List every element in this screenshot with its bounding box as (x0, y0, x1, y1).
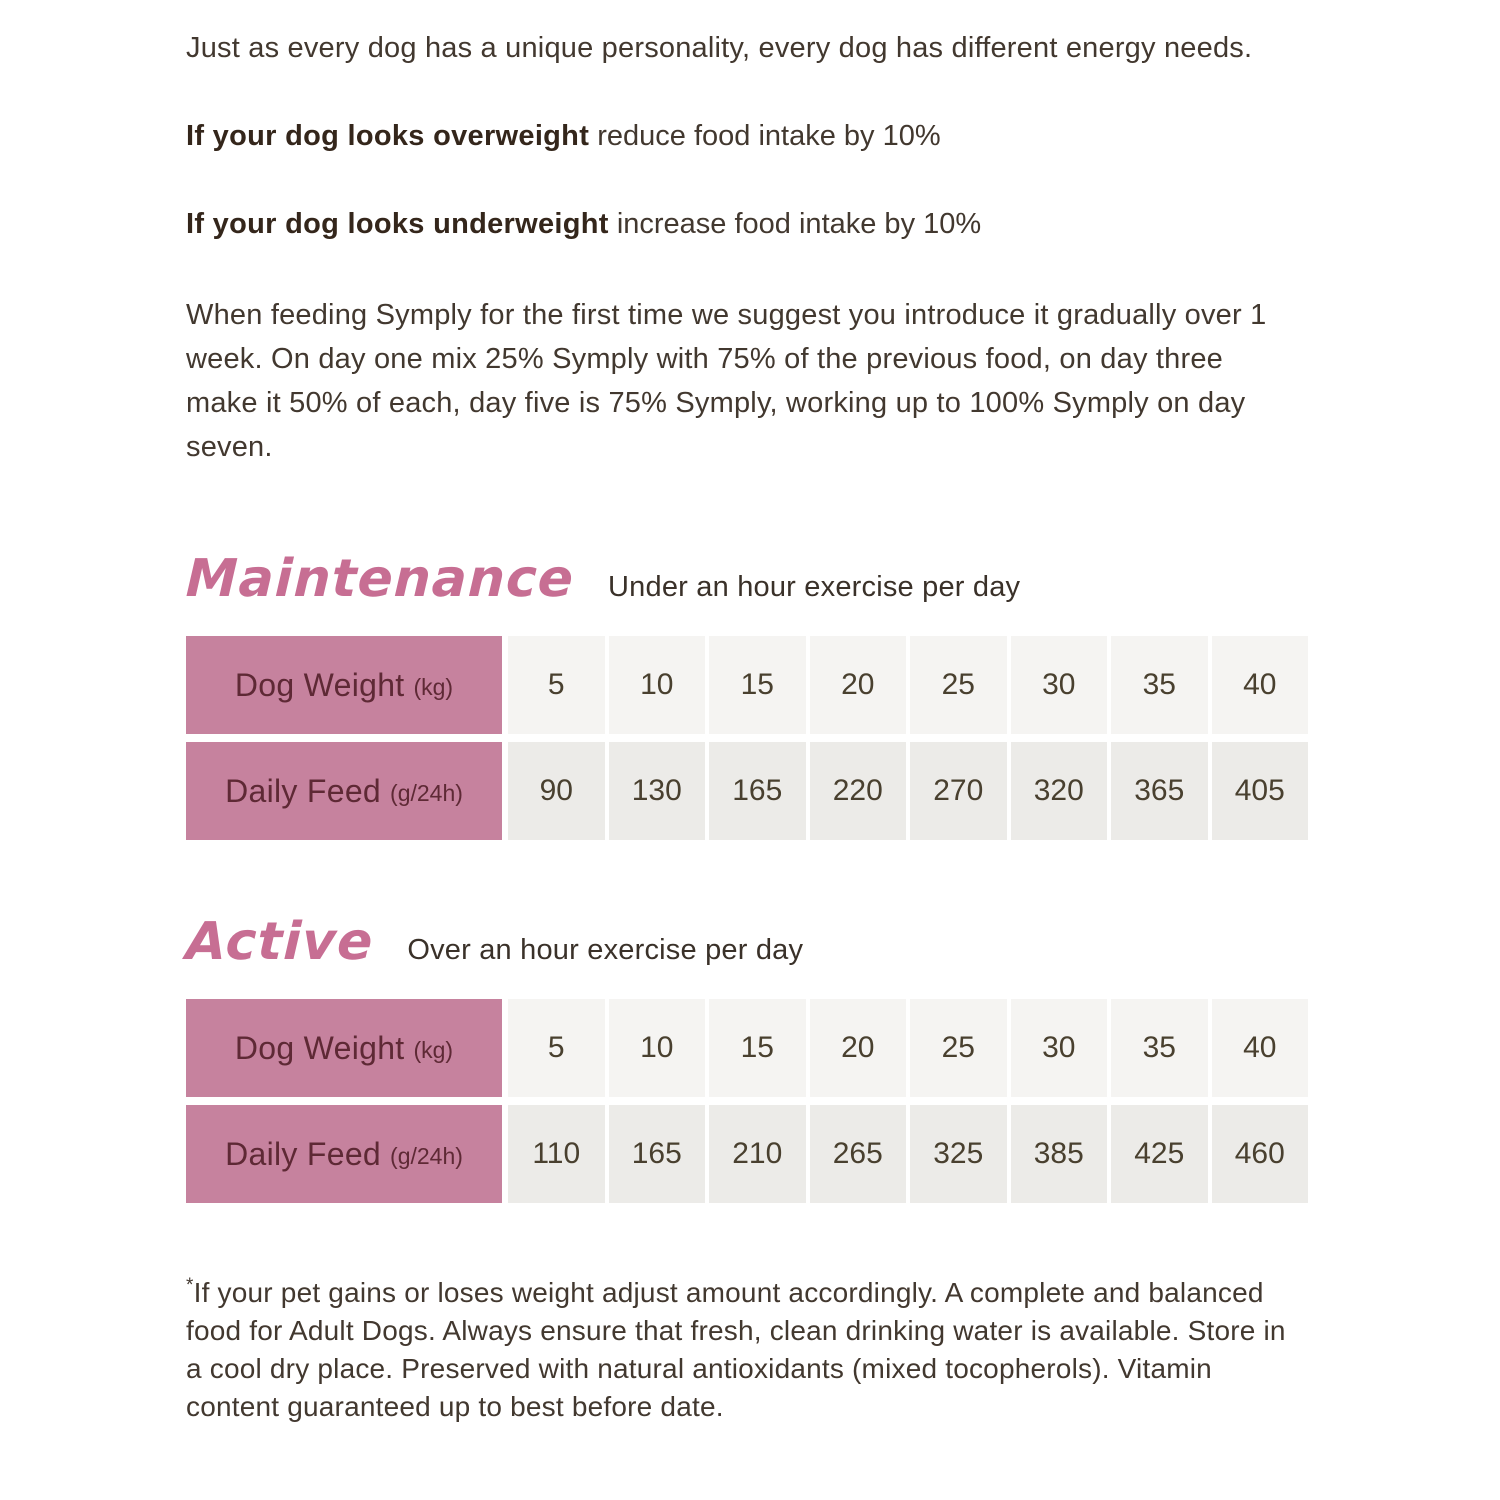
feed-value-cell: 90 (508, 742, 605, 840)
active-weight-cells (508, 999, 1308, 1097)
maintenance-feed-label-cell (186, 742, 502, 840)
weight-value-cell: 25 (910, 999, 1007, 1097)
feed-label: Daily Feed (225, 772, 382, 809)
overweight-note (186, 120, 1316, 152)
feed-value-cell: 165 (709, 742, 806, 840)
active-feed-label-cell (186, 1105, 502, 1203)
weight-value-cell: 5 (508, 999, 605, 1097)
footnote-text: If your pet gains or loses weight adjust amount accordingly. A complete and balanced food for Adult Dogs. Always ensure that fresh, clean drinking water is available. Store in a cool dry place. Preserved with natural antioxidants (mixed tocopherols). Vitamin content guaranteed up to best before date. (186, 1277, 1286, 1422)
weight-value-cell: 15 (709, 636, 806, 734)
overweight-note-bold: If your dog looks overweight (186, 120, 590, 152)
weight-value-cell: 30 (1011, 999, 1108, 1097)
maintenance-feed-cells (508, 742, 1308, 840)
active-table (186, 999, 1308, 1203)
feed-value-cell: 220 (810, 742, 907, 840)
intro-paragraph: Just as every dog has a unique personality, every dog has different energy needs. (186, 32, 1253, 64)
underweight-note-bold: If your dog looks underweight (186, 208, 609, 240)
maintenance-feed-row (186, 742, 1308, 840)
feed-value-cell: 405 (1212, 742, 1309, 840)
weight-value-cell: 10 (609, 999, 706, 1097)
weight-value-cell: 30 (1011, 636, 1108, 734)
weight-label: Dog Weight (234, 666, 405, 703)
footnote-paragraph (186, 1267, 1306, 1426)
weight-value-cell: 35 (1111, 636, 1208, 734)
feed-value-cell: 110 (508, 1105, 605, 1203)
feed-value-cell: 460 (1212, 1105, 1309, 1203)
feed-value-cell: 325 (910, 1105, 1007, 1203)
active-weight-label-cell (186, 999, 502, 1097)
weight-value-cell: 15 (709, 999, 806, 1097)
weight-value-cell: 35 (1111, 999, 1208, 1097)
weight-unit: (kg) (413, 1036, 454, 1063)
feed-value-cell: 210 (709, 1105, 806, 1203)
maintenance-weight-row (186, 636, 1308, 734)
weight-value-cell: 25 (910, 636, 1007, 734)
feed-value-cell: 385 (1011, 1105, 1108, 1203)
active-feed-row (186, 1105, 1308, 1203)
feed-unit: (g/24h) (390, 779, 463, 806)
active-feed-cells (508, 1105, 1308, 1203)
transition-paragraph: When feeding Symply for the first time we suggest you introduce it gradually over 1 week. On day one mix 25% Symply with 75% of the previous food, on day three make it 50% of each, day five is 75% Symply, working up to 100% Symply on day seven. (186, 299, 1267, 463)
feed-value-cell: 265 (810, 1105, 907, 1203)
overweight-note-rest: reduce food intake by 10% (589, 120, 941, 152)
weight-value-cell: 40 (1212, 999, 1309, 1097)
maintenance-title: Maintenance (184, 549, 576, 609)
feed-value-cell: 425 (1111, 1105, 1208, 1203)
weight-value-cell: 10 (609, 636, 706, 734)
footnote-asterisk: * (186, 1275, 194, 1296)
maintenance-weight-cells (508, 636, 1308, 734)
weight-value-cell: 5 (508, 636, 605, 734)
feed-unit: (g/24h) (390, 1142, 463, 1169)
weight-value-cell: 20 (810, 999, 907, 1097)
maintenance-table (186, 636, 1308, 840)
maintenance-subtitle: Under an hour exercise per day (608, 571, 1021, 603)
feed-value-cell: 130 (609, 742, 706, 840)
underweight-note-rest: increase food intake by 10% (608, 208, 982, 240)
feed-value-cell: 365 (1111, 742, 1208, 840)
weight-value-cell: 20 (810, 636, 907, 734)
weight-label: Dog Weight (234, 1029, 405, 1066)
feed-value-cell: 165 (609, 1105, 706, 1203)
maintenance-section-heading (186, 549, 1316, 609)
page-content (186, 0, 1316, 1426)
active-weight-row (186, 999, 1308, 1097)
feed-value-cell: 270 (910, 742, 1007, 840)
active-subtitle: Over an hour exercise per day (407, 934, 804, 966)
weight-value-cell: 40 (1212, 636, 1309, 734)
weight-unit: (kg) (413, 673, 454, 700)
feed-value-cell: 320 (1011, 742, 1108, 840)
active-title: Active (184, 912, 375, 972)
maintenance-weight-label-cell (186, 636, 502, 734)
underweight-note (186, 208, 1316, 240)
feed-label: Daily Feed (225, 1135, 382, 1172)
active-section-heading (186, 912, 1316, 972)
